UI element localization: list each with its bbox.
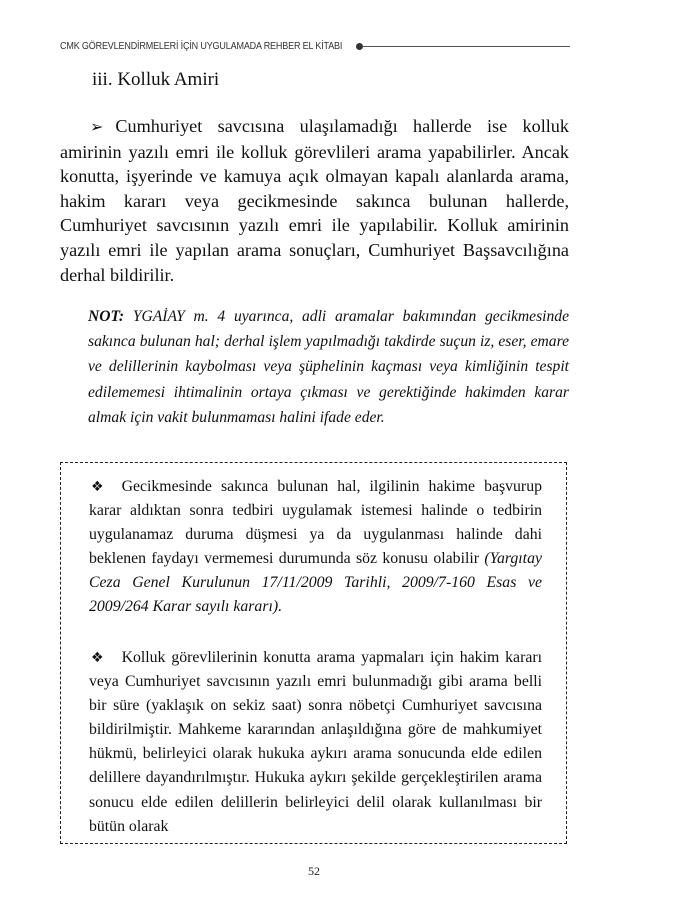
box-item-text: Kolluk görevlilerinin konutta arama yapmaları için hakim kararı veya Cumhuriyet savcısının yazılı emri bulunmadığı gibi arama belli bir süre (yaklaşık on sekiz saat) sonra nöbetçi Cumhuriyet savcısına bildirilmiştir. Mahkeme kararından anlaşıldığına göre de mahkumiyet hükmü, belirleyici olarak hukuka aykırı arama sonucunda elde edilen delillere dayandırılmıştır. Hukuka aykırı şekilde gerçekleştirilen arama sonucu elde edilen delillerin belirleyici delil olarak kullanılması bir bütün olarak [89, 649, 542, 835]
framed-case-box [60, 462, 567, 844]
case-citation: (Yargıtay Ceza Genel Kurulunun 17/11/2009 Tarihli, 2009/7-160 Esas ve 2009/264 Karar sayılı kararı). [89, 550, 542, 616]
running-header [60, 38, 570, 54]
note-block [88, 304, 569, 430]
box-list-item [89, 475, 542, 620]
page-number: 52 [308, 864, 320, 878]
section-heading: iii. Kolluk Amiri [92, 69, 220, 90]
header-rule [363, 46, 570, 47]
diamond-bullet-icon: ❖ [91, 479, 104, 495]
diamond-bullet-icon: ❖ [91, 650, 104, 666]
box-list-item [89, 646, 542, 839]
body-paragraph-text: Cumhuriyet savcısına ulaşılamadığı hallerde ise kolluk amirinin yazılı emri ile kolluk görevlileri arama yapabilirler. Ancak konutta, işyerinde ve kamuya açık olmayan kapalı alanlarda arama, hakim kararı veya gecikmesinde sakınca bulunan hallerde, Cumhuriyet savcısının yazılı emri ile yapılabilir. Kolluk amirinin yazılı emri ile yapılan arama sonuçları, Cumhuriyet Başsavcılığına derhal bildirilir. [60, 116, 569, 285]
note-label: NOT: [88, 308, 125, 325]
note-text: YGAİAY m. 4 uyarınca, adli aramalar bakımından gecikmesinde sakınca bulunan hal; derhal işlem yapılmadığı takdirde suçun iz, eser, emare ve delillerinin kaybolması veya şüphelinin kaçması veya kimliğinin tespit edilememesi ihtimalinin ortaya çıkması ve gerektiğinde hakimden karar almak için vakit bulunmaması halini ifade eder. [88, 308, 569, 426]
body-paragraph [60, 114, 569, 287]
header-dot-ornament [356, 43, 363, 50]
arrow-bullet-icon: ➢ [90, 117, 104, 136]
box-item-text: Gecikmesinde sakınca bulunan hal, ilgilinin hakime başvurup karar aldıktan sonra tedbiri uygulamak istemesi halinde o tedbirin uygulanamaz duruma düşmesi ya da uygulanması halinde dahi beklenen faydayı vermemesi durumunda söz konusu olabilir [89, 478, 542, 568]
running-header-title: CMK GÖREVLENDİRMELERİ İÇİN UYGULAMADA REHBER EL KİTABI [60, 40, 343, 52]
